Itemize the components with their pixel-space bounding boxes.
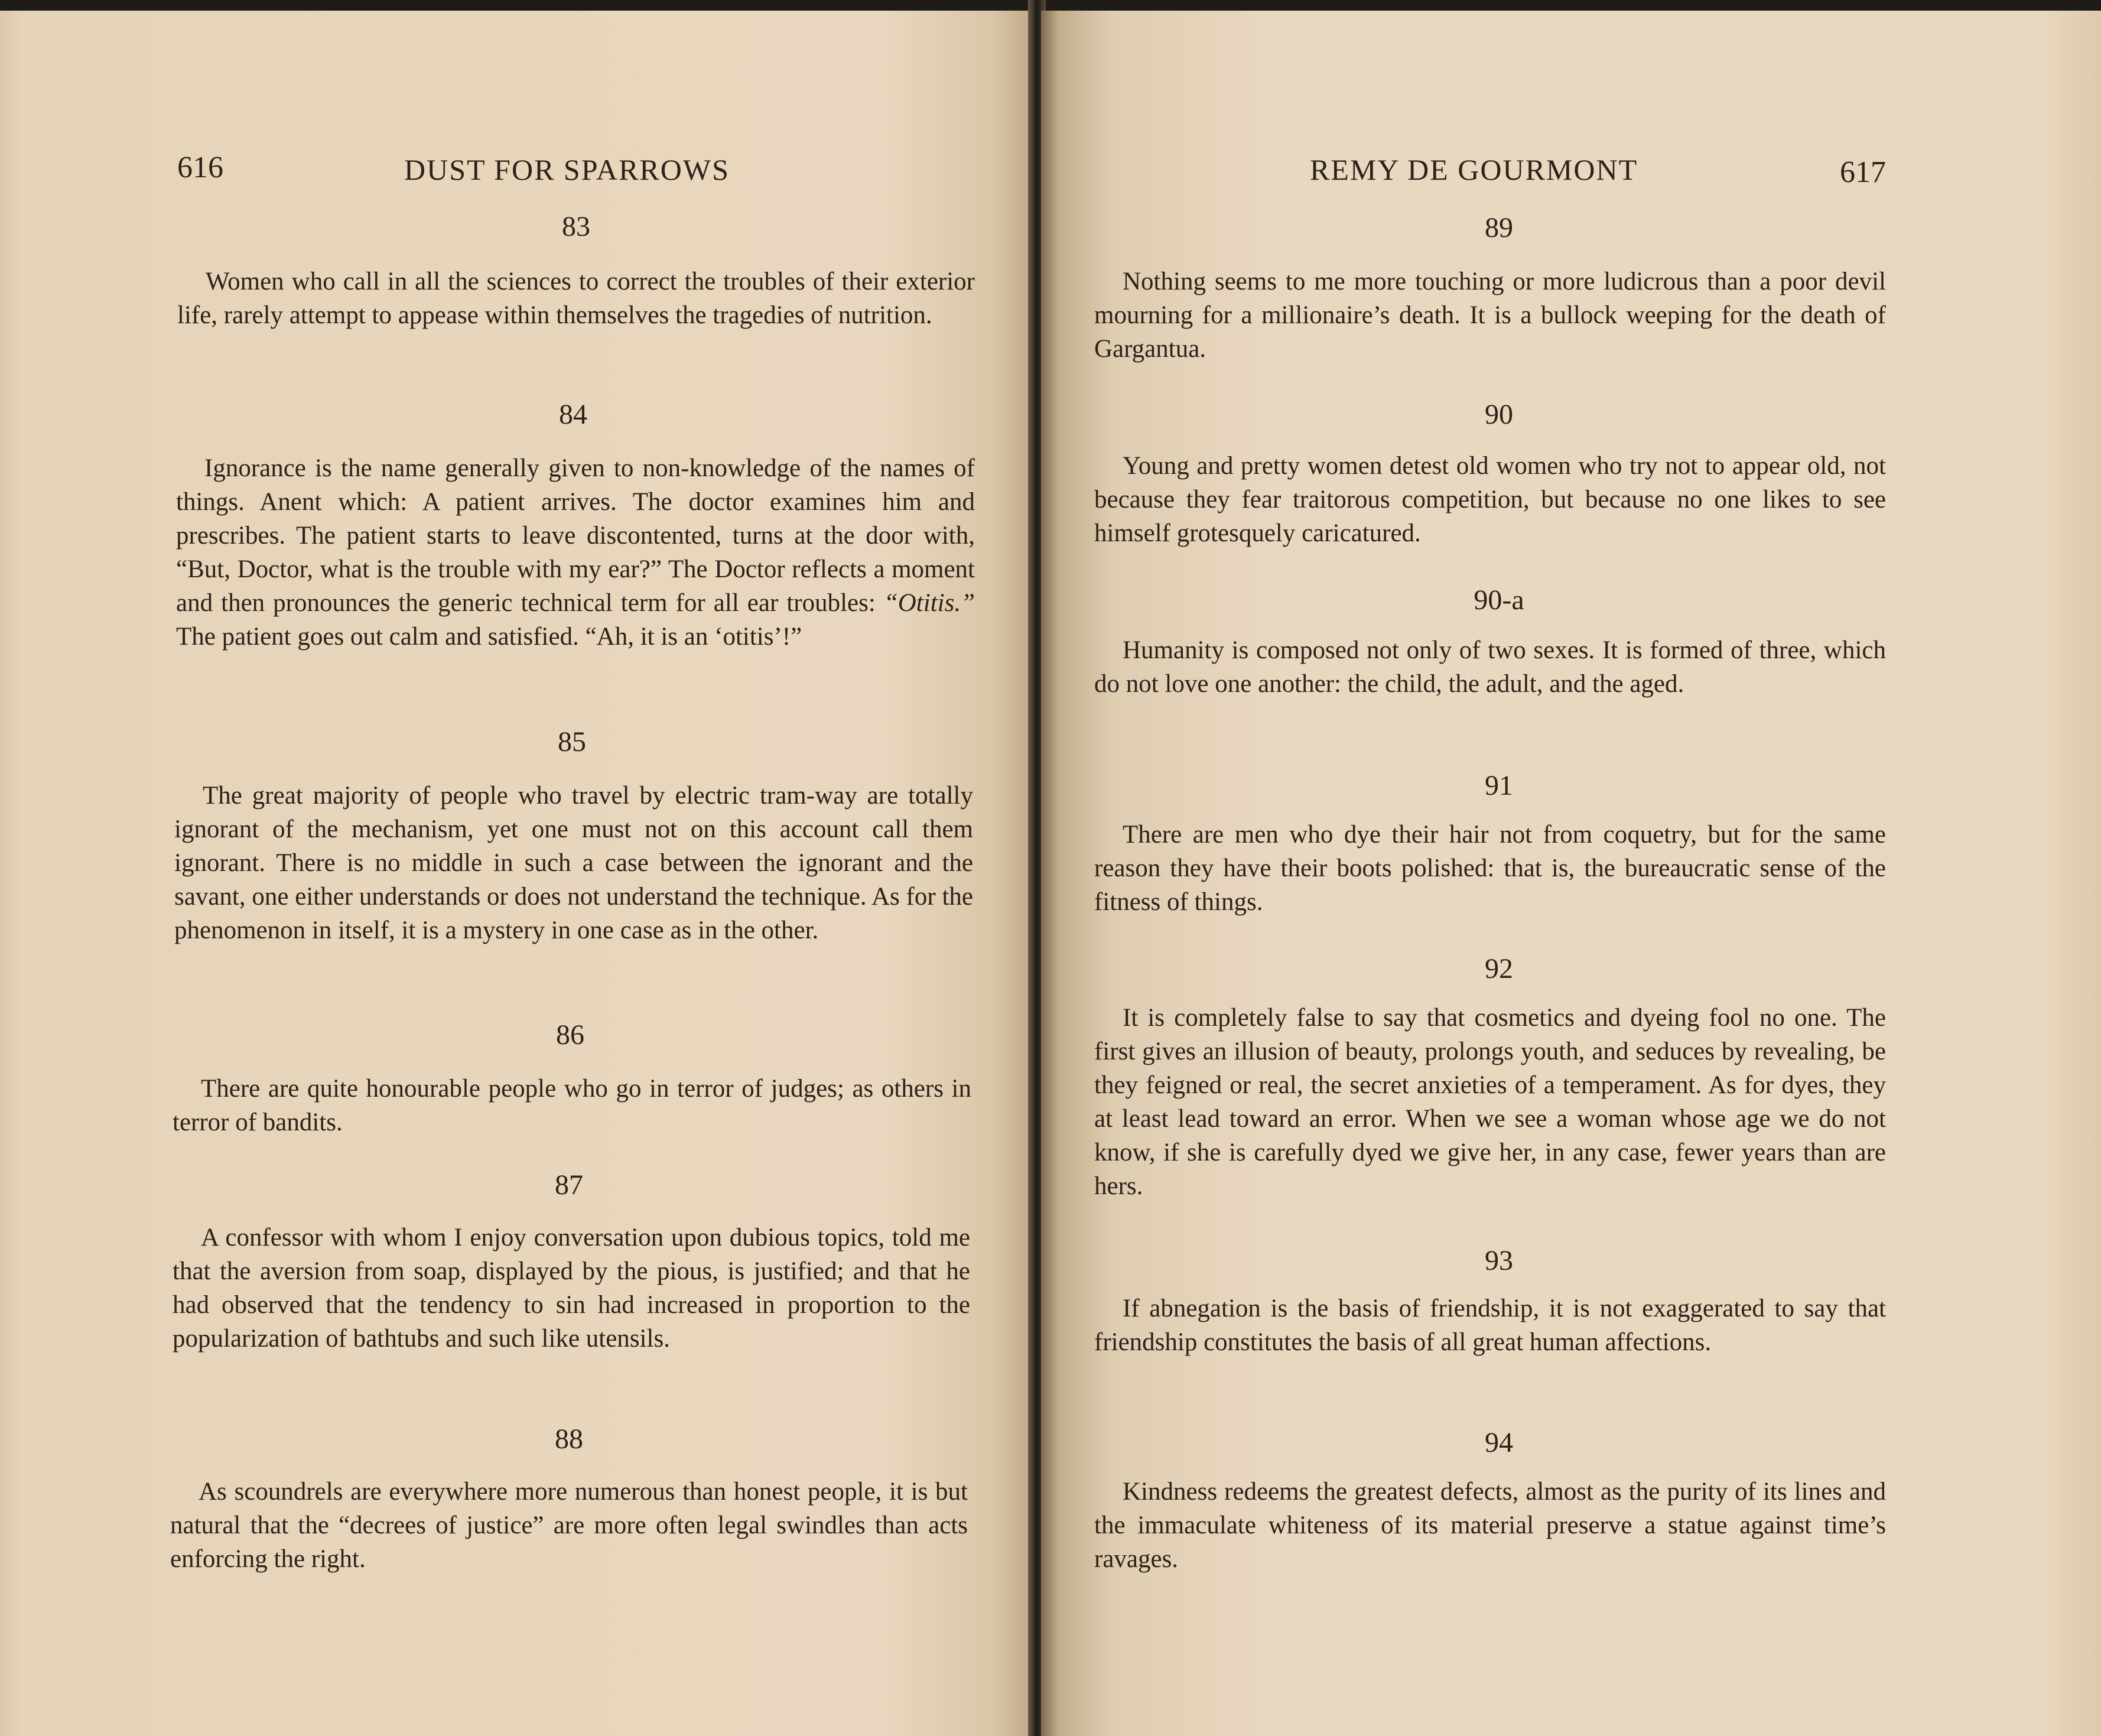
entry-text: Kindness redeems the greatest defects, almost as the purity of its lines and the immaculate whiteness of its material preserve a statue against time’s ravages. xyxy=(1094,1478,1886,1573)
entry-text: There are quite honourable people who go in terror of judges; as others in terror of bandits. xyxy=(173,1075,971,1136)
entry-text: If abnegation is the basis of friendship, it is not exaggerated to say that friendship constitutes the basis of all great human affections. xyxy=(1094,1295,1886,1356)
entry-text: There are men who dye their hair not from coquetry, but for the same reason they have their boots polished: that is, the bureaucratic sense of the fitness of things. xyxy=(1094,821,1886,916)
entry-text: Ignorance is the name generally given to non-knowledge of the names of things. Anent which: A patient arrives. The doctor examines him and prescribes. The patient starts to leave discontented, turns at the door with, “But, Doctor, what is the trouble with my ear?” The Doctor reflects a moment and then pronounces the generic technical term for all ear troubles: “Otitis.” The patient goes out calm and satisfied. “Ah, it is an ‘otitis’!” xyxy=(176,454,975,651)
entry-number: 84 xyxy=(559,399,587,430)
entry-number: 86 xyxy=(556,1019,584,1051)
entry-text: Humanity is composed not only of two sexes. It is formed of three, which do not love one another: the child, the adult, and the aged. xyxy=(1094,636,1886,698)
entry-text: The great majority of people who travel by electric tram-way are totally ignorant of the mechanism, yet one must not on this account call them ignorant. There is no middle in such a case between the ignorant and the savant, one either understands or does not understand the technique. As for the phenomenon in itself, it is a mystery in one case as in the other. xyxy=(174,782,973,944)
entry-number: 83 xyxy=(562,211,590,242)
left-page xyxy=(0,11,1035,1736)
entry-text: Young and pretty women detest old women who try not to appear old, not because they fear traitorous competition, but because no one likes to see himself grotesquely caricatured. xyxy=(1094,452,1886,547)
entry-number: 94 xyxy=(1485,1427,1513,1458)
entry-text: A confessor with whom I enjoy conversation upon dubious topics, told me that the aversion from soap, displayed by the pious, is justified; and that he had observed that the tendency to sin had increased in proportion to the popularization of bathtubs and such like utensils. xyxy=(173,1224,970,1353)
entry-number: 93 xyxy=(1485,1245,1513,1276)
entry-number: 89 xyxy=(1485,212,1513,243)
running-head: DUST FOR SPARROWS xyxy=(404,153,730,186)
entry-text: Nothing seems to me more touching or more ludicrous than a poor devil mourning for a millionaire’s death. It is a bullock weeping for the death of Gargantua. xyxy=(1094,268,1886,363)
right-page xyxy=(1041,11,2101,1736)
entry-number: 90-a xyxy=(1474,584,1524,616)
entry-number: 85 xyxy=(558,726,586,758)
entry-text: As scoundrels are everywhere more numerous than honest people, it is but natural that the “decrees of justice” are more often legal swindles than acts enforcing the right. xyxy=(170,1478,968,1573)
entry-text: Women who call in all the sciences to correct the troubles of their exterior life, rarely attempt to appease within themselves the tragedies of nutrition. xyxy=(177,268,975,329)
entry-number: 88 xyxy=(555,1423,583,1455)
entry-number: 91 xyxy=(1485,770,1513,801)
page-number: 617 xyxy=(1840,155,1886,189)
entry-text: It is completely false to say that cosmetics and dyeing fool no one. The first gives an illusion of beauty, prolongs youth, and seduces by revealing, be they feigned or real, the secret anxieties of a temperament. As for dyes, they at least lead toward an error. When we see a woman whose age we do not know, if she is carefully dyed we give her, in any case, fewer years than are hers. xyxy=(1094,1004,1886,1200)
entry-number: 87 xyxy=(555,1169,583,1201)
page-number: 616 xyxy=(177,151,223,184)
entry-number: 90 xyxy=(1485,399,1513,430)
running-head: REMY DE GOURMONT xyxy=(1310,153,1638,186)
entry-number: 92 xyxy=(1485,953,1513,984)
